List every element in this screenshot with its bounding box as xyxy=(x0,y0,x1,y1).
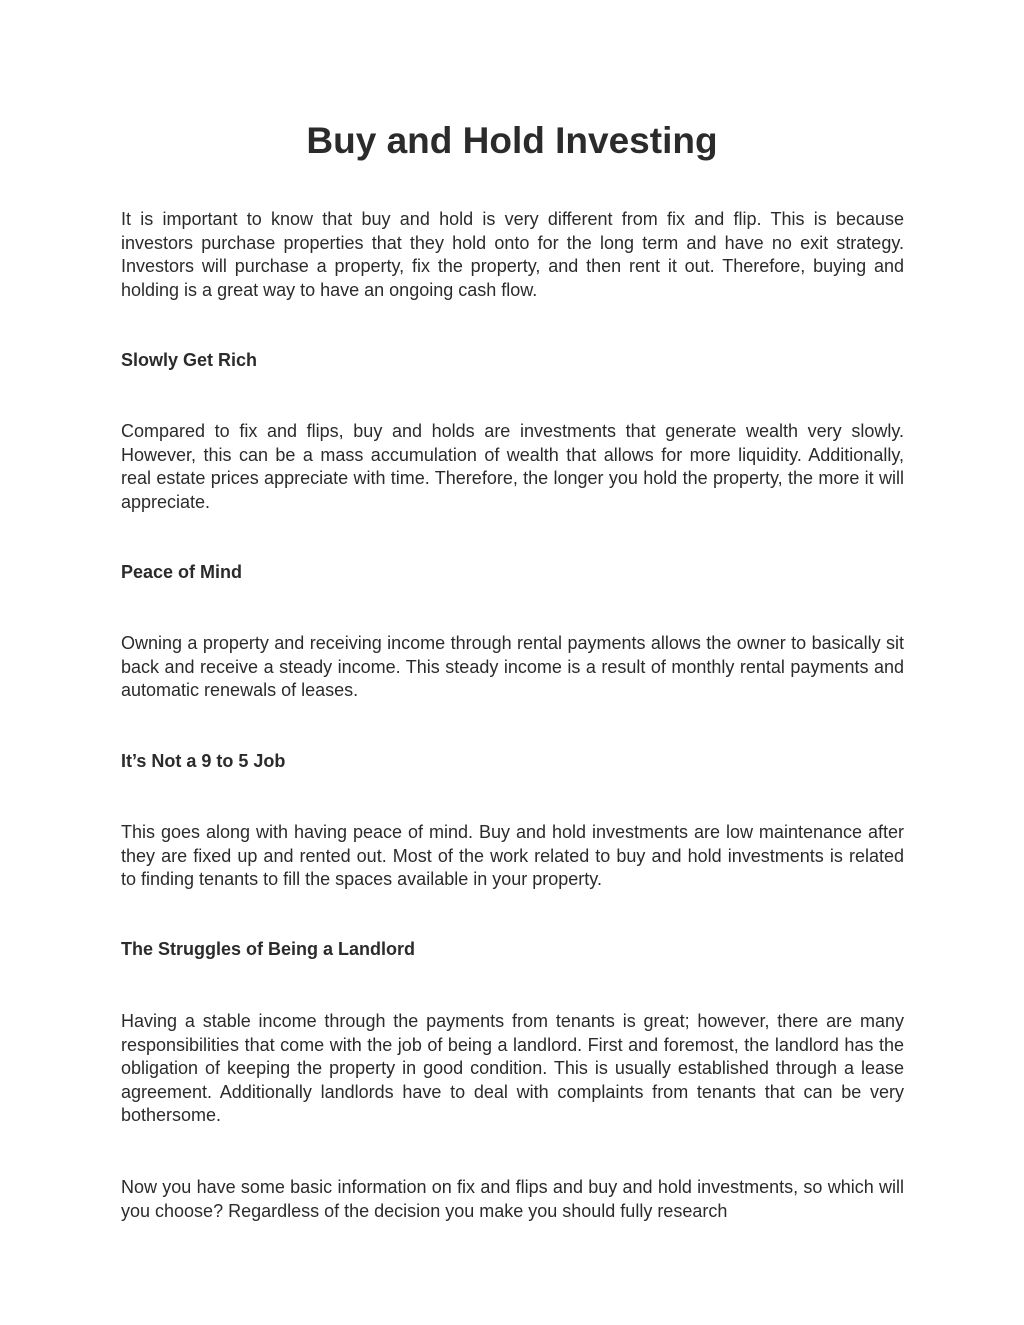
closing-paragraph: Now you have some basic information on fix and flips and buy and hold investments, so which will you choose? Regardless of the decision you make you should fully research xyxy=(121,1177,904,1221)
section-body-not-9-to-5: This goes along with having peace of mind. Buy and hold investments are low maintenance after they are fixed up and rented out. Most of the work related to buy and hold investments is related to finding tenants to fill the spaces available in your property. xyxy=(121,822,904,889)
document-title: Buy and Hold Investing xyxy=(306,120,718,161)
section-heading-not-9-to-5: It’s Not a 9 to 5 Job xyxy=(121,751,286,771)
section-body-peace-of-mind: Owning a property and receiving income through rental payments allows the owner to basically sit back and receive a steady income. This steady income is a result of monthly rental payments and automatic renewals of leases. xyxy=(121,633,904,700)
section-body-landlord-struggles: Having a stable income through the payments from tenants is great; however, there are many responsibilities that come with the job of being a landlord. First and foremost, the landlord has the obligation of keeping the property in good condition. This is usually established through a lease agreement. Additionally landlords have to deal with complaints from tenants that can be very bothersome. xyxy=(121,1011,904,1125)
section-heading-landlord-struggles: The Struggles of Being a Landlord xyxy=(121,939,416,959)
section-body-slowly-get-rich: Compared to fix and flips, buy and holds are investments that generate wealth very slowly. However, this can be a mass accumulation of wealth that allows for more liquidity. Additionally, real estate prices appreciate with time. Therefore, the longer you hold the property, the more it will appreciate. xyxy=(121,421,904,512)
intro-paragraph: It is important to know that buy and hold is very different from fix and flip. This is because investors purchase properties that they hold onto for the long term and have no exit strategy. Investors will purchase a property, fix the property, and then rent it out. Therefore, buying and holding is a great way to have an ongoing cash flow. xyxy=(121,209,904,300)
section-heading-peace-of-mind: Peace of Mind xyxy=(121,562,243,582)
section-heading-slowly-get-rich: Slowly Get Rich xyxy=(121,350,258,370)
